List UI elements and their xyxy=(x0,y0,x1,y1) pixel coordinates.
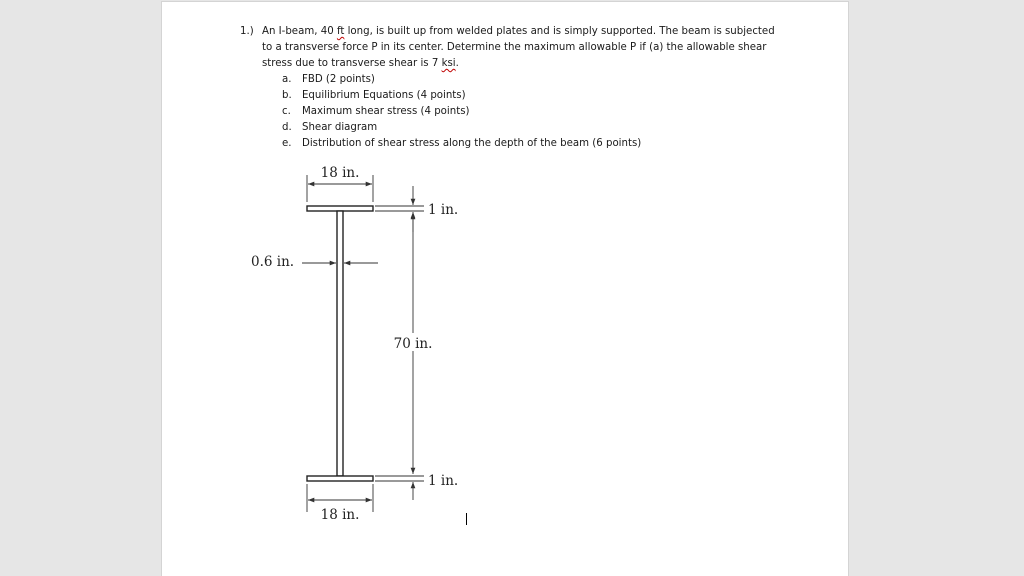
bottom-flange xyxy=(307,476,373,481)
problem-number: 1.) xyxy=(240,26,254,37)
list-item: a. FBD (2 points) xyxy=(282,74,375,85)
bottom-thickness-label: 1 in. xyxy=(428,473,459,489)
top-width-dimension xyxy=(307,163,373,202)
spellcheck-ksi: ksi xyxy=(441,58,456,69)
list-item: b. Equilibrium Equations (4 points) xyxy=(282,90,466,101)
list-item: e. Distribution of shear stress along the depth of the beam (6 points) xyxy=(282,138,642,149)
web-thickness-dimension xyxy=(251,254,378,270)
bottom-width-label: 18 in. xyxy=(320,507,360,523)
top-width-label: 18 in. xyxy=(320,165,360,181)
top-thickness-label: 1 in. xyxy=(428,202,459,218)
bottom-width-dimension xyxy=(307,484,373,523)
top-thickness-dimension xyxy=(375,186,458,232)
web-height-dimension xyxy=(392,213,434,474)
list-item: c. Maximum shear stress (4 points) xyxy=(282,106,470,117)
text-cursor xyxy=(466,513,467,525)
list-item: d. Shear diagram xyxy=(282,122,378,133)
spellcheck-ft: ft xyxy=(336,26,345,37)
problem-statement: An I-beam, 40 ft long, is built up from welded plates and is simply supported. The beam is subjected to a transverse force P in its center. Determine the maximum allowable P if (a) the allowable shear stress due to transverse shear is 7 ksi. xyxy=(262,26,775,69)
web-thickness-label: 0.6 in. xyxy=(251,254,295,270)
web xyxy=(337,211,343,476)
web-height-label: 70 in. xyxy=(393,336,433,352)
bottom-thickness-dimension xyxy=(375,473,458,500)
top-flange xyxy=(307,206,373,211)
